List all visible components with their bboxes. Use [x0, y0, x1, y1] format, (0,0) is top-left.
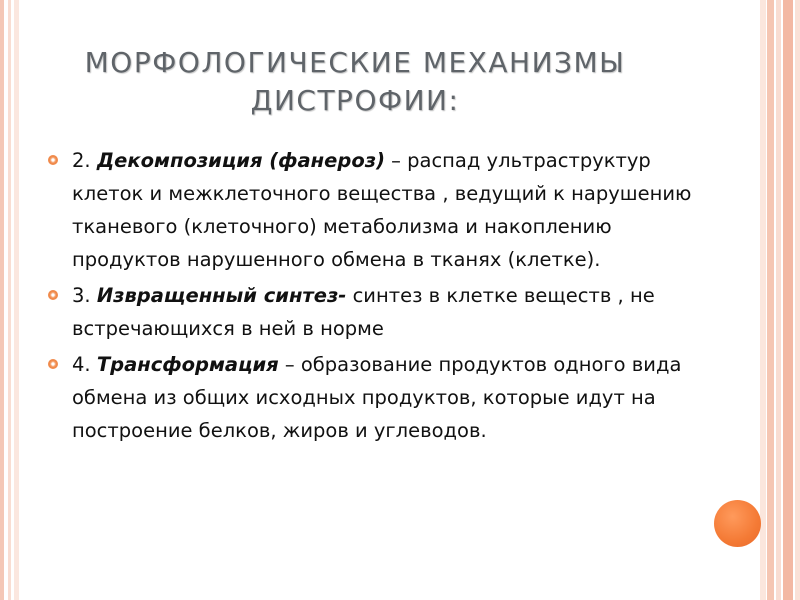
decorative-stripe	[795, 0, 800, 600]
item-term: Трансформация	[96, 353, 279, 376]
decorative-stripe	[783, 0, 793, 600]
decorative-stripe	[8, 0, 11, 600]
bullet-icon	[48, 155, 58, 165]
item-text: – образование продуктов одного вида обмена из общих исходных продуктов, которые идут на построение белков, жиров и углеводов.	[72, 353, 682, 442]
item-text: синтез в клетке веществ , не встречающихся в ней в норме	[72, 284, 655, 340]
decorative-stripe	[760, 0, 766, 600]
bullet-icon	[48, 359, 58, 369]
title-line-1: МОРФОЛОГИЧЕСКИЕ МЕХАНИЗМЫ	[84, 46, 626, 79]
item-term: Декомпозиция (фанероз)	[96, 149, 385, 172]
list-item	[48, 279, 698, 345]
bullet-icon	[48, 290, 58, 300]
list-item	[48, 144, 698, 276]
item-text: – распад ультраструктур клеток и межклеточного вещества , ведущий к нарушению тканевого (клеточного) метаболизма и накоплению продуктов нарушенного обмена в тканях (клетке).	[72, 149, 692, 271]
item-number: 2.	[72, 149, 91, 172]
bullet-list	[48, 144, 698, 450]
item-number: 4.	[72, 353, 91, 376]
decorative-orange-circle	[714, 500, 761, 547]
item-number: 3.	[72, 284, 91, 307]
decorative-stripe	[14, 0, 19, 600]
list-item	[48, 348, 698, 447]
slide-title	[40, 44, 670, 120]
title-line-2: ДИСТРОФИИ:	[250, 84, 460, 117]
item-term: Извращенный синтез-	[96, 284, 347, 307]
decorative-stripe	[776, 0, 781, 600]
decorative-stripe	[0, 0, 4, 600]
decorative-stripe	[767, 0, 774, 600]
